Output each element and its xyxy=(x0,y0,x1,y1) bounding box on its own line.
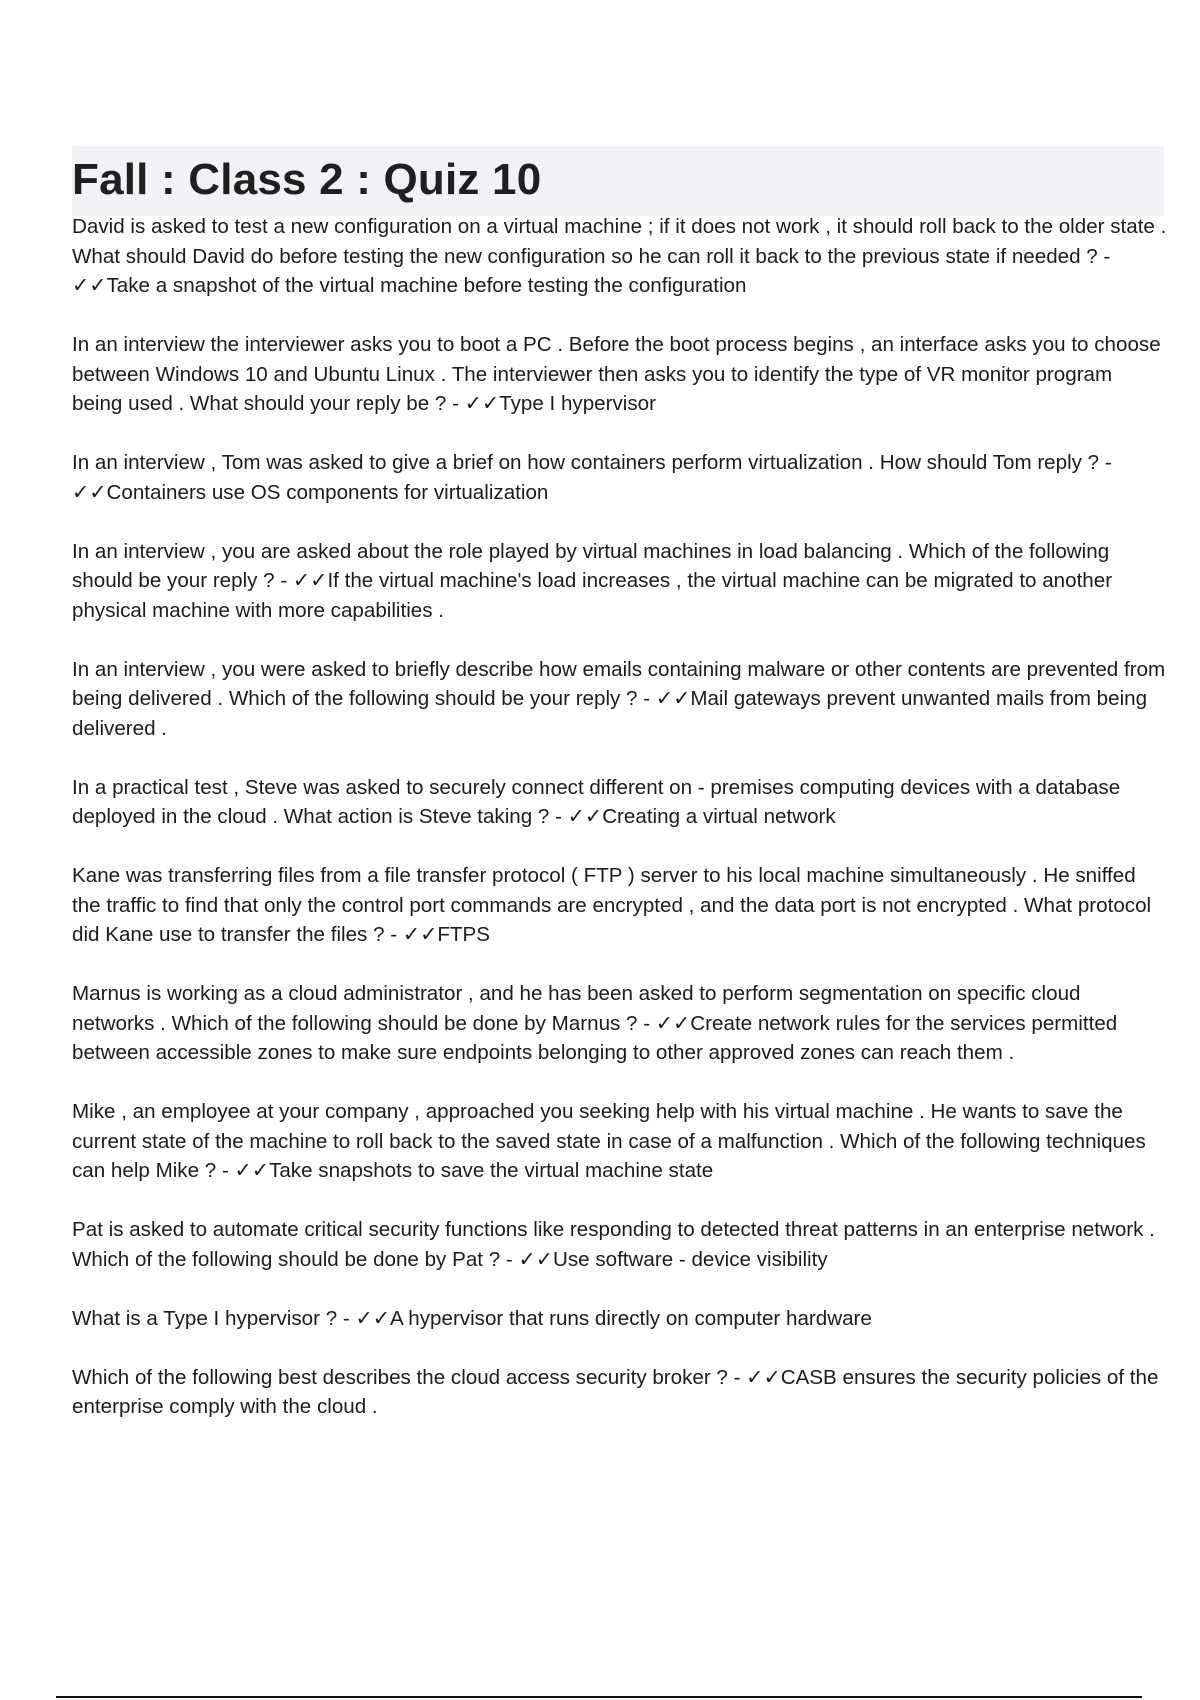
question-answer-item: In an interview , you are asked about the role played by virtual machines in load balancing . Which of the following should be your reply ? - ✓✓If the virtual machine's load increases , the virtual machine can be migrated to another physical machine with more capabilities . xyxy=(72,539,1113,622)
question-answer-item: David is asked to test a new configuration on a virtual machine ; if it does not work , it should roll back to the older state . What should David do before testing the new configuration so he can roll it back to the previous state if needed ? - ✓✓Take a snapshot of the virtual machine before testing the configuration xyxy=(72,215,1167,297)
question-answer-item: In an interview , Tom was asked to give a brief on how containers perform virtualization . How should Tom reply ? - ✓✓Containers use OS components for virtualization xyxy=(72,451,1112,504)
question-answer-item: In a practical test , Steve was asked to securely connect different on - premises computing devices with a database deployed in the cloud . What action is Steve taking ? - ✓✓Creating a virtual network xyxy=(72,775,1121,828)
page-title: Fall : Class 2 : Quiz 10 xyxy=(72,155,542,204)
question-answer-item: Pat is asked to automate critical security functions like responding to detected threat patterns in an enterprise network . Which of the following should be done by Pat ? - ✓✓Use software - device visibility xyxy=(72,1218,1155,1271)
footer-divider xyxy=(56,1696,1142,1698)
question-answer-item: Kane was transferring files from a file transfer protocol ( FTP ) server to his local machine simultaneously . He sniffed the traffic to find that only the control port commands are encrypted , and the data port is not encrypted . What protocol did Kane use to transfer the files ? - ✓✓FTPS xyxy=(72,864,1152,946)
title-banner xyxy=(72,146,1164,216)
question-answer-item: In an interview the interviewer asks you to boot a PC . Before the boot process begins , an interface asks you to choose between Windows 10 and Ubuntu Linux . The interviewer then asks you to identify the type of VR monitor program being used . What should your reply be ? - ✓✓Type I hypervisor xyxy=(72,333,1161,415)
question-answer-item: Which of the following best describes the cloud access security broker ? - ✓✓CASB ensures the security policies of the enterprise comply with the cloud . xyxy=(72,1365,1159,1418)
question-answer-list xyxy=(72,212,1168,1451)
question-answer-item: In an interview , you were asked to briefly describe how emails containing malware or other contents are prevented from being delivered . Which of the following should be your reply ? - ✓✓Mail gateways prevent unwanted mails from being delivered . xyxy=(72,657,1166,740)
question-answer-item: Marnus is working as a cloud administrator , and he has been asked to perform segmentation on specific cloud networks . Which of the following should be done by Marnus ? - ✓✓Create network rules for the services permitted between accessible zones to make sure endpoints belonging to other approved zones can reach them . xyxy=(72,982,1118,1064)
question-answer-item: Mike , an employee at your company , approached you seeking help with his virtual machine . He wants to save the current state of the machine to roll back to the saved state in case of a malfunction . Which of the following techniques can help Mike ? - ✓✓Take snapshots to save the virtual machine state xyxy=(72,1100,1146,1182)
question-answer-item: What is a Type I hypervisor ? - ✓✓A hypervisor that runs directly on computer hardware xyxy=(72,1306,872,1330)
